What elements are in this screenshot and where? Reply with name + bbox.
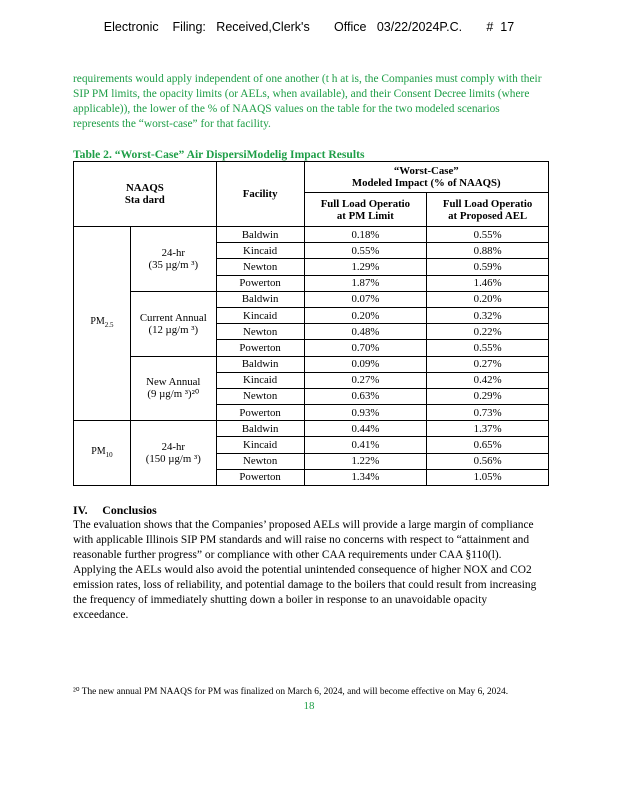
worst-case-header-line1: “Worst-Case” (393, 165, 459, 177)
table-row (74, 291, 549, 307)
pm-limit-value: 0.48% (304, 324, 427, 340)
facility-cell: Baldwin (216, 356, 304, 372)
ael-value: 0.88% (427, 243, 549, 259)
ael-value: 0.56% (427, 453, 549, 469)
naaqs-header (74, 162, 217, 227)
intro-paragraph: requirements would apply independent of one another (t h at is, the Companies must comply with their SIP PM limits, the opacity limits (or AELs, when available), and their Consent Decree limits (where applicable)), the lower of the % of NAAQS values on the table for the two modeled scenarios represents the “worst-case” for that facility. (73, 73, 542, 130)
pollutant-subscript: 10 (105, 450, 113, 459)
section-number: IV. (73, 503, 88, 517)
ael-value: 0.29% (427, 388, 549, 404)
pm-limit-value: 0.27% (304, 372, 427, 388)
ael-value: 1.46% (427, 275, 549, 291)
standard-line2: (35 µg/m ³) (148, 258, 199, 271)
ael-value: 0.65% (427, 437, 549, 453)
facility-cell: Kincaid (216, 437, 304, 453)
table-row (74, 356, 549, 372)
standard-line2: (12 µg/m ³) (148, 323, 199, 336)
pm-limit-value: 0.44% (304, 421, 427, 437)
naaqs-header-line1: NAAQS (125, 182, 164, 194)
pm-limit-value: 1.22% (304, 453, 427, 469)
pollutant-pm25 (74, 227, 131, 421)
ael-value: 0.73% (427, 405, 549, 421)
facility-cell: Kincaid (216, 307, 304, 323)
worst-case-header-line2: Modeled Impact (% of NAAQS) (351, 177, 501, 189)
pm-limit-value: 0.63% (304, 388, 427, 404)
ael-value: 0.27% (427, 356, 549, 372)
pm-limit-value: 1.87% (304, 275, 427, 291)
pm-limit-value: 0.55% (304, 243, 427, 259)
footnote-text: The new annual PM NAAQS for PM was finalized on March 6, 2024, and will become effective on May 6, 2024. (79, 687, 509, 697)
pm-limit-value: 0.07% (304, 291, 427, 307)
pm-limit-value: 0.41% (304, 437, 427, 453)
facility-cell: Powerton (216, 340, 304, 356)
ael-header-line2: at Proposed AEL (448, 209, 528, 222)
standard-line2: (150 µg/m ³) (145, 453, 201, 466)
table-row (74, 227, 549, 243)
standard-line1: 24-hr (161, 246, 185, 259)
ael-value: 0.20% (427, 291, 549, 307)
ael-value: 0.42% (427, 372, 549, 388)
facility-cell: Newton (216, 259, 304, 275)
ael-value: 1.05% (427, 469, 549, 485)
pm-limit-value: 0.20% (304, 307, 427, 323)
page-number: 18 (303, 700, 315, 712)
facility-cell: Baldwin (216, 421, 304, 437)
footnote-mark: ²⁰ (73, 687, 80, 697)
pm-limit-value: 1.34% (304, 469, 427, 485)
standard-line1: Current Annual (139, 311, 207, 324)
ael-value: 1.37% (427, 421, 549, 437)
pm-limit-value: 0.93% (304, 405, 427, 421)
filing-header: Electronic Filing: Received,Clerk's Office 03/22/2024P.C. # 17 (103, 20, 515, 34)
worst-case-header (304, 162, 548, 193)
facility-cell: Newton (216, 453, 304, 469)
standard-cell (130, 356, 216, 421)
table-row (74, 421, 549, 437)
facility-header: Facility (216, 162, 304, 227)
pm-limit-header (304, 193, 427, 227)
facility-cell: Powerton (216, 405, 304, 421)
facility-cell: Kincaid (216, 243, 304, 259)
facility-cell: Powerton (216, 275, 304, 291)
standard-line1: New Annual (146, 376, 201, 389)
ael-value: 0.55% (427, 340, 549, 356)
facility-cell: Newton (216, 324, 304, 340)
footnote (73, 686, 508, 697)
ael-header-line1: Full Load Operatio (442, 197, 533, 210)
ael-value: 0.55% (427, 227, 549, 243)
pm-limit-header-line2: at PM Limit (336, 209, 394, 222)
standard-cell (130, 291, 216, 356)
naaqs-header-line2: Sta dard (124, 194, 165, 206)
ael-value: 0.22% (427, 324, 549, 340)
ael-header (427, 193, 549, 227)
pm-limit-value: 0.18% (304, 227, 427, 243)
pollutant-label: PM (90, 316, 105, 328)
facility-cell: Newton (216, 388, 304, 404)
pm-limit-header-line1: Full Load Operatio (320, 197, 411, 210)
facility-cell: Powerton (216, 469, 304, 485)
table-caption: Table 2. “Worst-Case” Air DispersiModelig Impact Results (73, 148, 365, 161)
facility-cell: Baldwin (216, 291, 304, 307)
conclusion-paragraph: The evaluation shows that the Companies’ proposed AELs will provide a large margin of compliance with applicable Illinois SIP PM standards and will raise no concerns with respect to “attainment and reasonable further progress” or compliance with other CAA requirements under CAA §110(l). Applying the AELs would also avoid the potential unintended consequence of higher NOX and CO2 emission rates, loss of reliability, and potential damage to the boilers that could result from increasing the frequency of immediately shutting down a boiler in response to an unavoidable opacity exceedance. (73, 519, 537, 621)
ael-value: 0.59% (427, 259, 549, 275)
ael-value: 0.32% (427, 307, 549, 323)
pollutant-subscript: 2.5 (104, 321, 114, 330)
pollutant-label: PM (91, 445, 106, 457)
standard-cell (130, 421, 216, 486)
standard-cell (130, 227, 216, 292)
section-title: Conclusios (102, 503, 157, 517)
facility-cell: Baldwin (216, 227, 304, 243)
standard-line1: 24-hr (161, 441, 185, 454)
standard-line2: (9 µg/m ³)²⁰ (147, 388, 200, 401)
results-table (73, 161, 549, 486)
facility-cell: Kincaid (216, 372, 304, 388)
pm-limit-value: 0.70% (304, 340, 427, 356)
pm-limit-value: 1.29% (304, 259, 427, 275)
pollutant-pm10 (74, 421, 131, 486)
section-heading (73, 503, 157, 518)
pm-limit-value: 0.09% (304, 356, 427, 372)
